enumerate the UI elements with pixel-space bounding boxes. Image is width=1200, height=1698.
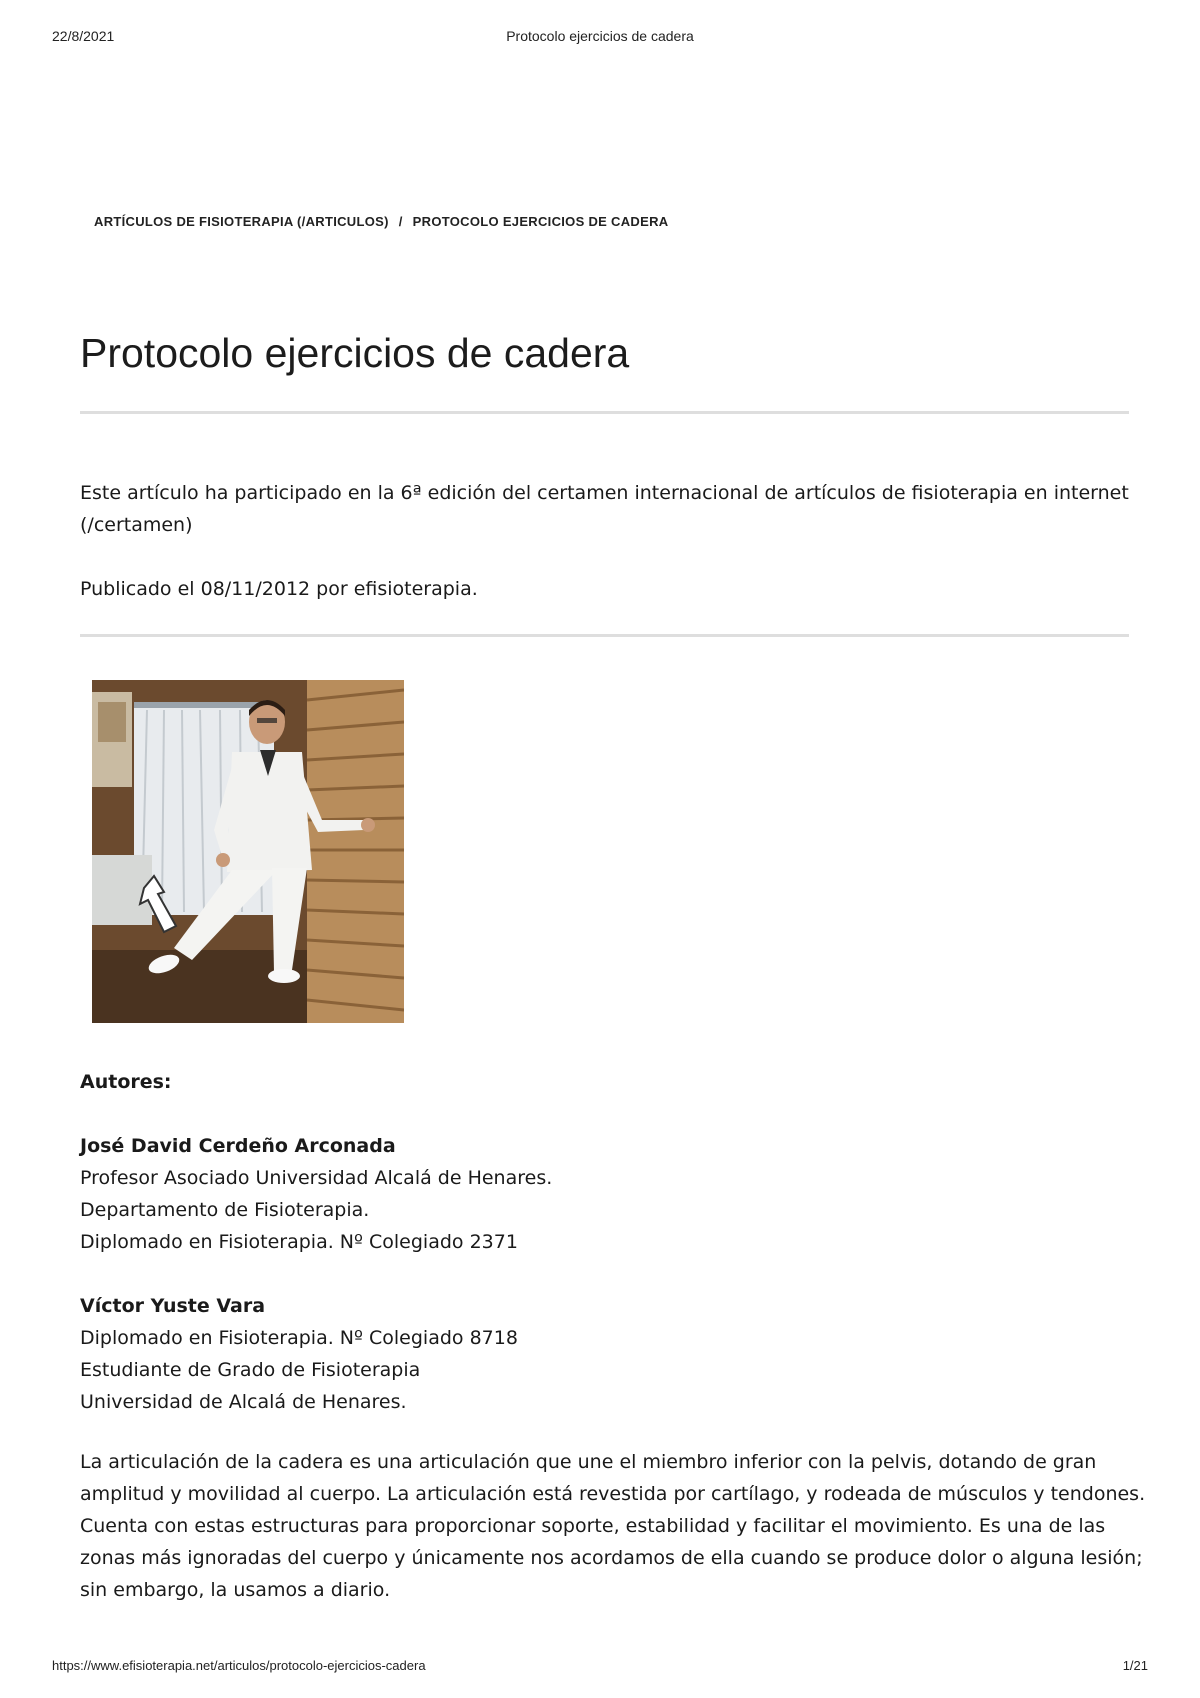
- author-detail: Universidad de Alcalá de Henares.: [80, 1391, 407, 1413]
- print-date: 22/8/2021: [52, 28, 115, 44]
- authors-section: [80, 1066, 552, 1418]
- author-detail: Estudiante de Grado de Fisioterapia: [80, 1359, 421, 1381]
- published-info: Publicado el 08/11/2012 por efisioterapia.: [80, 578, 478, 600]
- print-document-title: Protocolo ejercicios de cadera: [506, 28, 694, 44]
- breadcrumb-current: PROTOCOLO EJERCICIOS DE CADERA: [412, 214, 669, 229]
- page-url: https://www.efisioterapia.net/articulos/protocolo-ejercicios-cadera: [52, 1658, 426, 1673]
- author-name: José David Cerdeño Arconada: [80, 1135, 396, 1157]
- author-name: Víctor Yuste Vara: [80, 1295, 266, 1317]
- author-detail: Departamento de Fisioterapia.: [80, 1199, 370, 1221]
- breadcrumb: [94, 214, 668, 229]
- photo-illustration: [92, 680, 404, 1023]
- hip-exercise-photo: [92, 680, 404, 1023]
- authors-label: Autores:: [80, 1071, 172, 1093]
- author-detail: Diplomado en Fisioterapia. Nº Colegiado 2371: [80, 1231, 518, 1253]
- page-number: 1/21: [1122, 1658, 1148, 1673]
- breadcrumb-separator: /: [398, 214, 403, 229]
- title-divider: [80, 411, 1129, 414]
- print-footer: [52, 1658, 1148, 1678]
- breadcrumb-link-articulos[interactable]: ARTÍCULOS DE FISIOTERAPIA (/ARTICULOS): [94, 214, 389, 229]
- meta-divider: [80, 634, 1129, 637]
- page-title: Protocolo ejercicios de cadera: [80, 330, 630, 376]
- certamen-notice: Este artículo ha participado en la 6ª edición del certamen internacional de artículos de fisioterapia en internet (/certamen): [80, 482, 1129, 536]
- author-detail: Profesor Asociado Universidad Alcalá de Henares.: [80, 1167, 553, 1189]
- intro-paragraph: La articulación de la cadera es una articulación que une el miembro inferior con la pelvis, dotando de gran amplitud y movilidad al cuerpo. La articulación está revestida por cartílago, y rodeada de músculos y tendones. Cuenta con estas estructuras para proporcionar soporte, estabilidad y facilitar el movimiento. Es una de las zonas más ignoradas del cuerpo y únicamente nos acordamos de ella cuando se produce dolor o alguna lesión; sin embargo, la usamos a diario.: [80, 1451, 1146, 1601]
- author-detail: Diplomado en Fisioterapia. Nº Colegiado 8718: [80, 1327, 518, 1349]
- print-header: [52, 28, 1148, 48]
